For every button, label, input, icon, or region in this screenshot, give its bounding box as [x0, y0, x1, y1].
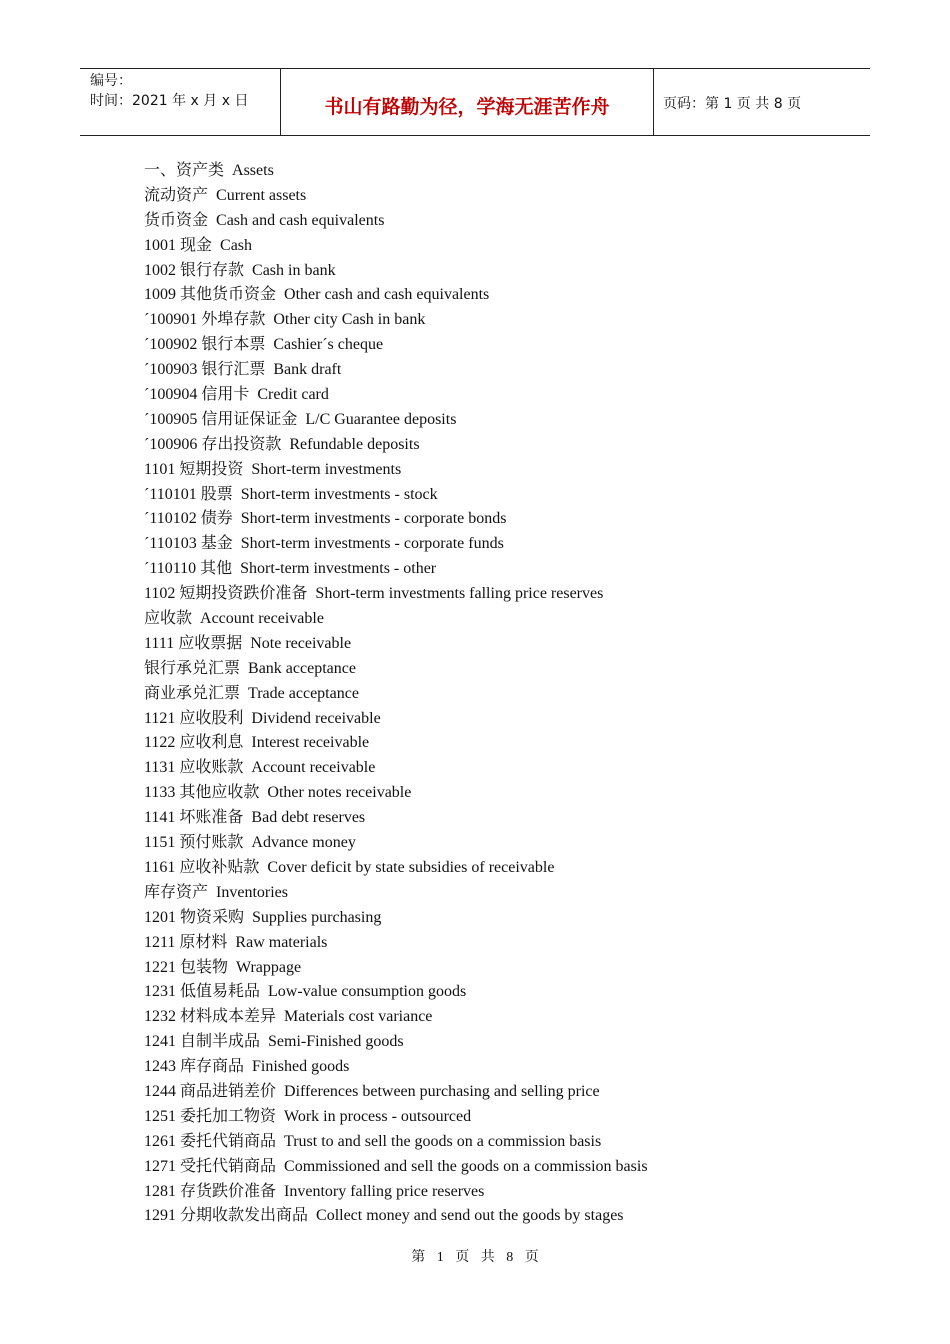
account-row: [144, 532, 864, 557]
account-name-cn: 1131 应收账款: [144, 759, 244, 777]
header-page-info: 页码：第 1 页 共 8 页: [663, 96, 802, 112]
account-name-cn: 1271 受托代销商品: [144, 1157, 277, 1175]
header-meta: [80, 69, 281, 135]
account-name-en: Interest receivable: [251, 734, 370, 752]
account-name-cn: 1133 其他应收款: [144, 784, 260, 802]
account-row: [144, 283, 864, 308]
account-name-cn: ´100902 银行本票: [144, 336, 266, 354]
account-name-cn: ´110102 债券: [144, 510, 233, 528]
account-row: [144, 358, 864, 383]
account-name-cn: 1291 分期收款发出商品: [144, 1207, 309, 1225]
account-name-en: Cashier´s cheque: [273, 336, 384, 354]
account-name-cn: 1001 现金: [144, 236, 213, 254]
account-row: [144, 657, 864, 682]
account-row: [144, 557, 864, 582]
account-name-en: Note receivable: [250, 634, 352, 652]
account-name-en: Trust to and sell the goods on a commission basis: [284, 1132, 602, 1150]
account-row: [144, 806, 864, 831]
account-row: [144, 707, 864, 732]
account-row: [144, 209, 864, 234]
account-name-en: Bad debt reserves: [251, 809, 366, 827]
page-header: [80, 68, 870, 136]
account-name-cn: ´110101 股票: [144, 485, 233, 503]
account-name-en: Semi-Finished goods: [268, 1033, 404, 1051]
account-name-en: Finished goods: [252, 1058, 350, 1076]
account-row: [144, 607, 864, 632]
account-name-en: Differences between purchasing and selling price: [284, 1082, 600, 1100]
account-name-cn: 流动资产: [144, 186, 209, 204]
account-name-en: Other notes receivable: [267, 784, 412, 802]
document-number-label: 编号：: [90, 73, 132, 89]
account-name-en: Cash and cash equivalents: [216, 211, 385, 229]
header-motto: 书山有路勤为径，学海无涯苦作舟: [281, 69, 654, 135]
account-name-en: Dividend receivable: [251, 709, 381, 727]
account-name-cn: 1244 商品进销差价: [144, 1082, 277, 1100]
account-row: [144, 383, 864, 408]
account-name-en: Short-term investments - stock: [240, 485, 438, 503]
account-row: [144, 483, 864, 508]
account-name-cn: 银行承兑汇票: [144, 659, 241, 677]
account-name-cn: 1221 包装物: [144, 958, 229, 976]
account-name-en: Advance money: [251, 834, 356, 852]
account-row: [144, 1130, 864, 1155]
account-name-cn: 库存资产: [144, 883, 209, 901]
account-row: [144, 931, 864, 956]
account-row: [144, 682, 864, 707]
account-row: [144, 781, 864, 806]
account-name-cn: ´100905 信用证保证金: [144, 410, 298, 428]
account-row: [144, 856, 864, 881]
footer-part: 共: [480, 1250, 495, 1265]
account-row: [144, 159, 864, 184]
footer-part: 第: [411, 1250, 426, 1265]
account-row: [144, 308, 864, 333]
document-date: 时间：2021 年 x 月 x 日: [90, 93, 249, 109]
account-name-en: Trade acceptance: [248, 684, 359, 702]
account-row: [144, 731, 864, 756]
account-name-cn: 1261 委托代销商品: [144, 1132, 277, 1150]
account-name-cn: 1151 预付账款: [144, 834, 244, 852]
account-name-cn: 1281 存货跌价准备: [144, 1182, 277, 1200]
account-name-cn: 1102 短期投资跌价准备: [144, 585, 308, 603]
account-row: [144, 756, 864, 781]
account-name-en: Other city Cash in bank: [273, 311, 426, 329]
account-row: [144, 881, 864, 906]
account-row: [144, 1180, 864, 1205]
account-name-cn: ´110103 基金: [144, 535, 233, 553]
account-name-en: Commissioned and sell the goods on a commission basis: [284, 1157, 648, 1175]
page-footer: [0, 1246, 950, 1266]
account-name-en: Cash: [220, 236, 253, 254]
account-name-en: Short-term investments - other: [240, 560, 437, 578]
footer-part: 页: [524, 1250, 539, 1265]
account-row: [144, 507, 864, 532]
account-row: [144, 831, 864, 856]
account-row: [144, 1155, 864, 1180]
account-name-cn: 1243 库存商品: [144, 1058, 245, 1076]
account-name-cn: 1121 应收股利: [144, 709, 244, 727]
account-name-en: Short-term investments - corporate funds: [240, 535, 504, 553]
account-name-en: L/C Guarantee deposits: [305, 410, 457, 428]
account-name-en: Refundable deposits: [289, 435, 420, 453]
account-row: [144, 956, 864, 981]
account-name-cn: ´100901 外埠存款: [144, 311, 266, 329]
account-name-cn: 1141 坏账准备: [144, 809, 244, 827]
account-name-cn: 货币资金: [144, 211, 209, 229]
account-name-cn: 1201 物资采购: [144, 908, 245, 926]
account-row: [144, 408, 864, 433]
account-row: [144, 234, 864, 259]
account-name-en: Low-value consumption goods: [268, 983, 467, 1001]
account-row: [144, 1105, 864, 1130]
account-name-en: Credit card: [257, 386, 329, 404]
account-name-cn: ´100906 存出投资款: [144, 435, 282, 453]
account-name-en: Work in process - outsourced: [284, 1107, 472, 1125]
account-name-en: Raw materials: [235, 933, 328, 951]
account-name-cn: 1002 银行存款: [144, 261, 245, 279]
account-name-en: Cover deficit by state subsidies of receivable: [267, 858, 555, 876]
account-row: [144, 632, 864, 657]
account-name-en: Bank draft: [273, 361, 342, 379]
account-name-cn: 一、资产类: [144, 162, 225, 179]
account-name-cn: ´100903 银行汇票: [144, 361, 266, 379]
account-name-en: Collect money and send out the goods by stages: [316, 1207, 624, 1225]
account-name-cn: 1231 低值易耗品: [144, 983, 261, 1001]
account-name-cn: 1009 其他货币资金: [144, 286, 277, 304]
account-row: [144, 1204, 864, 1229]
account-row: [144, 184, 864, 209]
account-row: [144, 1005, 864, 1030]
account-name-en: Inventories: [216, 883, 288, 901]
account-name-en: Wrappage: [236, 958, 302, 976]
account-name-en: Account receivable: [251, 759, 376, 777]
account-name-en: Inventory falling price reserves: [284, 1182, 485, 1200]
account-name-cn: 应收款: [144, 610, 193, 628]
account-name-en: Supplies purchasing: [252, 908, 382, 926]
account-name-cn: 1161 应收补贴款: [144, 858, 260, 876]
account-name-en: Account receivable: [200, 610, 324, 628]
account-name-en: Cash in bank: [252, 261, 336, 279]
account-row: [144, 333, 864, 358]
account-name-en: Bank acceptance: [248, 659, 356, 677]
account-name-cn: 商业承兑汇票: [144, 684, 241, 702]
account-row: [144, 1030, 864, 1055]
account-name-en: Short-term investments: [251, 460, 402, 478]
account-name-cn: 1122 应收利息: [144, 734, 244, 752]
account-name-en: Current assets: [216, 186, 307, 204]
footer-total-pages: 8: [506, 1250, 514, 1265]
account-row: [144, 1080, 864, 1105]
account-row: [144, 259, 864, 284]
footer-part: 页: [455, 1250, 470, 1265]
account-name-cn: 1232 材料成本差异: [144, 1008, 277, 1026]
account-row: [144, 433, 864, 458]
account-name-en: Short-term investments - corporate bonds: [240, 510, 507, 528]
account-name-en: Materials cost variance: [284, 1008, 433, 1026]
footer-current-page: 1: [436, 1250, 444, 1265]
account-name-cn: 1101 短期投资: [144, 460, 244, 478]
account-row: [144, 1055, 864, 1080]
account-name-en: Short-term investments falling price reserves: [315, 585, 604, 603]
account-name-en: Other cash and cash equivalents: [284, 286, 490, 304]
account-row: [144, 582, 864, 607]
account-row: [144, 906, 864, 931]
account-name-cn: 1251 委托加工物资: [144, 1107, 277, 1125]
account-name-cn: 1241 自制半成品: [144, 1033, 261, 1051]
account-name-en: Assets: [232, 162, 274, 179]
account-row: [144, 980, 864, 1005]
account-name-cn: ´110110 其他: [144, 560, 233, 578]
account-name-cn: ´100904 信用卡: [144, 386, 250, 404]
account-name-cn: 1111 应收票据: [144, 634, 243, 652]
account-row: [144, 458, 864, 483]
account-name-cn: 1211 原材料: [144, 933, 228, 951]
account-list: [144, 159, 864, 1229]
